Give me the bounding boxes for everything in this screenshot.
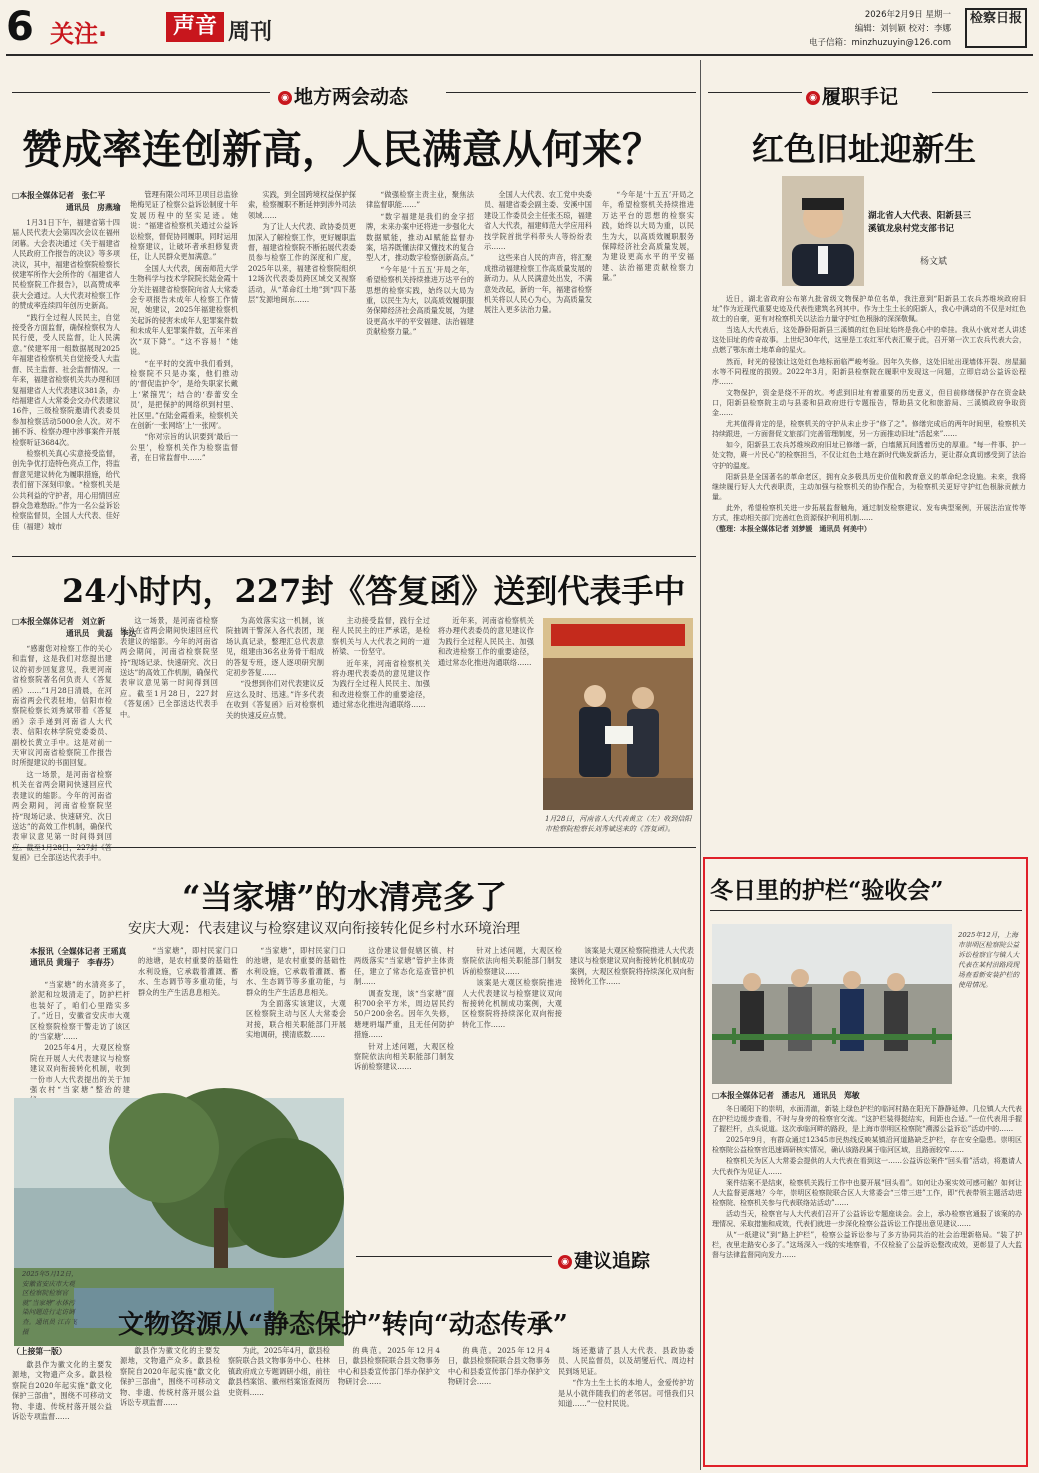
divider — [446, 92, 696, 93]
article5-col5 — [448, 1346, 550, 1466]
paragraph: 1月31日下午，福建省第十四届人民代表大会第四次会议在福州闭幕。大会表决通过《关于福建省人民政府工作报告的决议》等多项决议，其中，福建省检察院检察长侯建军所作大会所作的《福建省人民检察院工作报告》，以高赞成率获大会通过。人大代表对检察工作的赞成率连续四年创历史新高。 — [12, 218, 120, 311]
paragraph: 为此，2025年4月，歙县检察院联合县文物事务中心、柱林镇政府成立专题调研小组，前往歙县档案馆、徽州档案馆查阅历史资料…… — [228, 1346, 330, 1397]
article2-col4 — [332, 616, 430, 840]
section-head-local-sessions — [278, 82, 408, 109]
article1-col1 — [12, 218, 120, 550]
paragraph: “在平时的交流中我们看到，检察院不只是办案，他们推动的‘督促监护令’，是给失职家长戴上‘紧箍咒’；结合的‘春蕾安全员’，是把保护的网络织到村里、社区里。”在陆金霞看来，检察机关在创新‘一张网络’上‘一张网’。 — [130, 358, 238, 430]
article5-col3 — [228, 1346, 330, 1466]
paragraph: “做强检察主责主业，聚焦法律监督职能……” — [366, 190, 474, 210]
article5-col6 — [558, 1346, 694, 1466]
paragraph: 阳新县是全国著名的革命老区，拥有众多极具历史价值和教育意义的革命纪念设施。未来，我将继续履行好人大代表职责，主动加强与检察机关的协作配合，为检察机关更好守护红色根脉贡献力量。 — [712, 472, 1026, 501]
paragraph: 这些来自人民的声音，将汇聚成推动福建检察工作高质量发展的新动力。从人民满意处出发，不满意处改起，新的一年，福建省检察机关将以人民心为心，为高质量发展注入更多法治力量。 — [484, 253, 592, 315]
article1-byline: □本报全媒体记者 张仁平 — [12, 191, 106, 200]
paragraph: “今年是‘十五五’开局之年，希望检察机关持续推进万达平台的思想的检察实践，始终以大局为重，以民生为大，以高质效履职服务保障经济社会高质量发展，为建设更高水平的平安福建、法治福建贡献检察力量。” — [602, 190, 694, 283]
paragraph: 歙县作为徽文化的主要发源地，文物遗产众多。歙县检察院自2020年起实施“歙文化保护三部曲”，围绕不可移动文物、非遗、传统村落开展公益诉讼专项监督…… — [12, 1360, 112, 1422]
paragraph: 主动接受监督，践行全过程人民民主的庄严承诺，是检察机关与人大代表之间的一道桥梁、一份坚守。 — [332, 616, 430, 657]
section-mark-icon: ◉ — [278, 91, 292, 105]
article2-photo-caption: 1月28日，河南省人大代表黄立（左）收到信阳市检察院检察长刘秀斌送来的《答复函》。 — [545, 815, 692, 833]
weekly-label: 周刊 — [228, 20, 273, 45]
paragraph: 全国人大代表，闽南师范大学生物科学与技术学院院长陆金霞十分关注福建省检察院向省人大常委会专项报告未成年人检察工作情况，她建议，2025年福建检察机关起诉的侵害未成年人犯罪案件数和未成年人犯罪案件数，五年来首次“双下降”。“这不容易！”她说。 — [130, 263, 238, 357]
article2-byline: □本报全媒体记者 刘立新 — [12, 617, 106, 626]
paragraph: 冬日暖阳下的崇明，水面清澈，新装上绿色护栏的临河村路在阳光下静静延伸。几位镇人大代表在护栏边缓步查看，不时与身旁的检察官交流。“这护栏装得挺结实，间距也合适。”一位代表用手握了握栏杆，点头说道。这次承临河畔的路段，是上海市崇明区检察院“溯源公益诉讼”活动中的…… — [712, 1105, 1022, 1134]
paragraph: “你对宗旨的认识要到‘最后一公里’，检察机关作为检察监督者，在日常监督中……” — [130, 432, 238, 463]
paragraph: 实践，到全国跨境权益保护探索，检察履职不断延伸到涉外司法领域…… — [248, 190, 356, 220]
paragraph: 近日，湖北省政府公布第九批省级文物保护单位名单，我注意到“阳新县工农兵苏维埃政府旧址”作为近现代重要史迹及代表性建筑名列其中。作为土生土长的阳新人，我心中满动的不仅是对红色故土的自豪，更有对检察机关以法治力量守护红色根脉的深深敬佩。 — [712, 295, 1026, 324]
divider — [708, 92, 802, 93]
page-number: 6 — [6, 4, 34, 50]
article2-headline: 24小时内，227封《答复函》送到代表手中 — [62, 572, 686, 610]
section-head-label: 地方两会动态 — [294, 86, 409, 108]
article4-subhead: 安庆大观：代表建议与检察建议双向衔接转化促乡村水环境治理 — [128, 921, 520, 937]
article4-col6 — [570, 946, 694, 1196]
author-description: 湖北省人大代表、阳新县三溪镇龙泉村党支部书记 — [868, 211, 972, 234]
divider — [710, 910, 1022, 911]
article2-byline-2: 通讯员 黄磊 李达 — [66, 629, 137, 638]
paragraph: 为全面落实该建议，大观区检察院主动与区人大常委会对接，联合相关职能部门开展实地调研，摸清底数…… — [246, 999, 346, 1040]
article4-col1 — [30, 980, 130, 1095]
section-mark-icon: ◉ — [558, 1255, 572, 1269]
divider — [12, 847, 696, 848]
author-name: 杨文斌 — [920, 257, 948, 267]
article4-col2 — [138, 946, 238, 1092]
article5-col2 — [120, 1346, 220, 1466]
date-line: 2026年2月9日 星期一 — [864, 10, 951, 20]
paragraph: “今年是‘十五五’开局之年，希望检察机关持续推进万达平台的思想的检察实践，始终以大局为重，以民生为大，以高质效履职服务保障经济社会高质量发展，为建设更高水平的平安福建、法治福建贡献检察力量。” — [366, 264, 474, 337]
article4-col5 — [462, 946, 562, 1286]
paragraph: 近年来，河南省检察机关将办理代表委员的意见建议作为践行全过程人民民主、加强和改进检察工作的重要途径，通过常态化推进沟通联络…… — [438, 616, 534, 667]
article1-col3 — [248, 190, 356, 550]
divider — [356, 1256, 552, 1257]
column-divider — [700, 60, 701, 1470]
paragraph: “没想到你们对代表建议反应这么及时、迅速。”许多代表在收到《答复函》后对检察机关的快速反应点赞。 — [226, 679, 324, 720]
article6-headline: 冬日里的护栏“验收会” — [710, 877, 944, 904]
paragraph: 全国人大代表、农工党中央委员、福建省委会副主委、安溪中国建设工作委员会主任张丕琼，福建省人大代表，福建师范大学应用科技学院首批学科带头人等纷纷表示…… — [484, 190, 592, 252]
article4-photo-caption: 2025年5月12日，安徽省安庆市大观区检察院检察官就“当家塘”水体污染问题进行走访调查。通讯员 江吉飞摄 — [22, 1270, 78, 1336]
section-head-duty-notes — [806, 82, 898, 109]
paragraph: 尤其值得肯定的是，检察机关的守护从未止步于“修了之”。修缮完成后的两年时间里，检察机关持续跟进，一方面督促文旅部门完善管理制度，另一方面推动旧址“活起来”…… — [712, 420, 1026, 439]
paragraph: 的典范。2025年12月4日，歙县检察院联合县文物事务中心和县委宣传部门举办保护文物研讨会…… — [448, 1346, 550, 1387]
article1-headline: 赞成率连创新高，人民满意从何来？ — [22, 126, 662, 173]
paragraph: 从“一纸建议”到“路上护栏”，检察公益诉讼参与了多方协同共治的社会治理新格局。“装了护栏，夜里走路安心多了。”这场深入一线的实地察看，不仅检验了公益诉讼整改成效，更彰显了人大监督与法律监督同向发力…… — [712, 1231, 1022, 1260]
paragraph: 如今，阳新县工农兵苏维埃政府旧址已修缮一新，白墙黛瓦间透着历史的厚重。“每一件事、护一处文物，赓一片民心”的检察担当，不仅让红色土地在新时代焕发新活力，更让群众真切感受到了法治守护的温度。 — [712, 441, 1026, 470]
paragraph: 当选人大代表后，这处静卧阳新县三溪镇的红色旧址始终是我心中的牵挂。我从小就对老人讲述这处旧址的传奇故事。上世纪30年代，这里是工农红军代表汇聚于此，召开第一次工农兵代表大会，点燃了鄂东南土地革命的星火。 — [712, 326, 1026, 355]
article3-headline: 红色旧址迎新生 — [752, 130, 977, 168]
article3-body — [712, 294, 1026, 842]
paragraph: “当家塘”，即村民家门口的池塘，是农村重要的基础性水利设施，它承载着灌溉、蓄水、生态调节等多重功能，与群众的生产生活息息相关。 — [138, 946, 238, 997]
section-mark-icon: ◉ — [806, 91, 820, 105]
paragraph: 活动当天，检察官与人大代表们召开了公益诉讼专题座谈会。会上，承办检察官通报了该案的办理情况、采取措施和成效，代表们就进一步深化检察公益诉讼工作提出意见建议…… — [712, 1209, 1022, 1229]
portrait-icon — [782, 176, 864, 286]
paragraph: “当家塘”的水清亮多了，淤泥和垃圾清走了，防护栏杆也装好了，咱们心里踏实多了。”近日，安徽省安庆市大观区检察院检察干警走访了该区的‘当家塘’…… — [30, 980, 130, 1042]
paragraph: 的典范。2025年12月4日，歙县检察院联合县文物事务中心和县委宣传部门举办保护文物研讨会…… — [338, 1346, 440, 1387]
article1-col2 — [130, 190, 238, 550]
paragraph: 然而，时光的侵蚀让这处红色地标面临严峻考验。因年久失修，这处旧址出现墙体开裂、房屋漏水等不同程度的损毁。2022年3月，阳新县检察院在履职中发现这一问题，立即启动公益诉讼程序…… — [712, 357, 1026, 386]
article1-col5 — [484, 190, 592, 550]
inspection-photo-icon — [712, 924, 952, 1084]
article2-col1 — [12, 644, 112, 863]
paragraph: 2025年9月，有群众通过12345市民热线反映某镇沿河道路缺乏护栏，存在安全隐患。崇明区检察院公益检察官迅速调研核实情况，确认该路段属于临河区域，且路面较窄…… — [712, 1136, 1022, 1155]
article5-col4 — [338, 1346, 440, 1466]
divider — [12, 92, 270, 93]
paragraph: 2025年4月，大观区检察院在开展人大代表建议与检察建议双向衔接转化机制，收到一份市人大代表提出的关于加强农村“当家塘”整治的建 — [30, 1043, 130, 1095]
paragraph: “数字福建是我们的金字招牌，未来办案中还将进一步强化大数据赋能，推动AI赋能监督办案，培养既懂法律又懂技术的复合型人才，推动数字检察创新高点。” — [366, 211, 474, 263]
divider — [12, 556, 696, 557]
section-head-label: 建议追踪 — [574, 1250, 651, 1272]
paragraph: 这一场景，是河南省检察机关在省两会期间快速回应代表建议的缩影。今年的河南省两会期间，河南省检察院坚持“现场记录、快速研究、次日送达”的高效工作机制，确保代表审议意见第一时间得到回应。截至1月28日，227封《答复函》已全部送达代表手中。 — [120, 616, 218, 719]
paragraph: 近年来，河南省检察机关将办理代表委员的意见建议作为践行全过程人民民主、加强和改进检察工作的重要途径，通过常态化推进沟通联络…… — [332, 658, 430, 710]
paragraph: 此外，希望检察机关进一步拓展监督触角，通过制发检察建议、发布典型案例，开展法治宣传等方式，推动相关部门完善红色资源保护利用机制…… — [712, 503, 1026, 522]
article2-col3 — [226, 616, 324, 840]
paragraph: 该案是大观区检察院推进人大代表建议与检察建议双向衔接转化机制成功案例，大观区检察院将持续深化双向衔接转化工作…… — [570, 946, 694, 987]
paragraph: 为了让人大代表、政协委员更加深入了解检察工作，更好履职监督，福建省检察院不断拓展代表委员参与检察工作的深度和广度，2025年以来，福建省检察院组织12场次代表委员跨区域交叉视察活动，从“革命红土地”到“四下基层”发源地闽东…… — [248, 222, 356, 305]
article1-col6 — [602, 190, 694, 550]
article1-col4 — [366, 190, 474, 550]
paragraph: “作为土生土长的本地人，金爱传护坊是从小就伴随我们的老邻居。可惜我们只知道……”一位村民说。 — [558, 1378, 694, 1409]
article6-photo-caption: 2025年12月，上海市崇明区检察院公益诉讼检察官与镇人大代表在某村沿路段现场查看新安装护栏的使用情况。 — [958, 931, 1020, 989]
article2-col2 — [120, 616, 218, 840]
divider — [932, 92, 1028, 93]
newspaper-seal-logo: 检察日报 — [965, 8, 1027, 48]
paragraph: 针对上述问题，大观区检察院依法向相关职能部门制发诉前检察建议…… — [462, 946, 562, 976]
article4-col3 — [246, 946, 346, 1092]
article4-byline: 本报讯（全媒体记者 王瑶真 通讯员 黄瑞子 李春芬） — [30, 947, 135, 967]
meeting-photo-icon — [543, 618, 693, 810]
article2-col5 — [438, 616, 534, 840]
paragraph: 检察机关为区人大常委会提供的人大代表在看到这一……公益诉讼案件“回头看”活动，将邀请人大代表作为见证人…… — [712, 1157, 1022, 1176]
email-line: 电子信箱：minzhuzuyin@126.com — [809, 38, 951, 48]
paragraph: 场还邀请了县人大代表、县政协委员、人民监督员，以及胡燮后代、周边村民到场见证。 — [558, 1346, 694, 1376]
paragraph: 针对上述问题，大观区检察院依法向相关职能部门制发诉前检察建议…… — [354, 1041, 454, 1072]
section-head-suggestion-tracking — [558, 1246, 650, 1273]
article6-photo — [712, 924, 952, 1084]
credit-line: （整理：本报全媒体记者 刘梦媛 通讯员 何美中） — [712, 524, 871, 534]
article5-col1 — [12, 1360, 112, 1466]
article1-byline-2: 通讯员 房燕瑜 — [66, 203, 121, 212]
paragraph: “当家塘”，即村民家门口的池塘，是农村重要的基础性水利设施，它承载着灌溉、蓄水、生态调节等多重功能，与群众的生产生活息息相关。 — [246, 946, 346, 997]
paragraph: 调查发现，该“当家塘”面积700余平方米，周边居民约50户200余名。因年久失修，塘埂坍塌严重，且无任何防护措施…… — [354, 988, 454, 1040]
editors-line: 编辑：刘钊颖 校对：李娜 — [854, 24, 951, 34]
paragraph: 管理有限公司环卫项目总监徐艳梅见证了检察公益诉讼制度十年发展历程中的坚实足迹。她说：“福建省检察机关通过公益诉讼检察，督促协同履职，同时运用检察建议，让破坏者承担修复责任，让人民群众更加满意。” — [130, 190, 238, 262]
paragraph: “感谢您对检察工作的关心和监督，这是我们对您提出建议的初步回复意见，我更河南省检察院著名何负责人《答复函》……”1月28日清晨，在河南省两会代表驻地，信阳市检察院检察长刘秀斌带着《答复函》亲手递到河南省人大代表、信阳农林学院党委委员、副校长黄立手中。这是对前一天审议河南省检察院工作报告时所提建议的书面回复。 — [12, 644, 112, 768]
article6-byline: □本报全媒体记者 潘志凡 通讯员 郑敏 — [712, 1091, 860, 1100]
paragraph: “践行全过程人民民主，自觉接受各方面监督，确保检察权为人民行使，受人民监督，让人民满意。”侯建军用一组数据展现2025年福建省检察机关自觉接受人大监督、民主监督、社会监督情况。一年来，福建省检察机关共办理和回复福建省人大代表建议381条，办结福建省人大常委会交办代表建议16件，三级检察院邀请代表委员参加检察活动5000余人次。对不捕不诉、检察办理中涉事案件开展检察听证3684次。 — [12, 312, 120, 447]
paragraph: 歙县作为徽文化的主要发源地，文物遗产众多。歙县检察院自2020年起实施“歙文化保护三部曲”，围绕不可移动文物、非遗、传统村落开展公益诉讼专项监督…… — [120, 1346, 220, 1408]
author-portrait — [782, 176, 864, 286]
article6-body — [712, 1104, 1022, 1460]
section-head-label: 履职手记 — [822, 86, 899, 108]
paragraph: 检察机关真心实意接受监督，创先争优打造特色亮点工作，将监督意见建议转化为履职措施，给代表们留下深刻印象。“检察机关是公共利益的守护者，用心用情回应群众急难愁盼。”作为一名公益诉讼检察监督员，全国人大代表、佳好佳（福建）城市 — [12, 448, 120, 531]
paragraph: 文物保护，资金是绕不开的坎。考虑到旧址有着重要的历史意义，但目前修缮保护存在资金缺口，阳新县检察院主动与县委和县政府进行专题报告，帮助县文化和旅游局、三溪镇政府争取资金…… — [712, 388, 1026, 418]
article5-headline: 文物资源从“静态保护”转向“动态传承” — [118, 1310, 568, 1340]
section-name: 关注· — [50, 20, 108, 48]
article4-col4 — [354, 946, 454, 1286]
paragraph: 这份建议督促辖区镇、村两级落实“当家塘”管护主体责任，建立了常态化巡查管护机制…… — [354, 946, 454, 987]
paragraph: 这一场景，是河南省检察机关在省两会期间快速回应代表建议的缩影。今年的河南省两会期间，河南省检察院坚持“现场记录、快速研究、次日送达”的高效工作机制，确保代表审议意见第一时间得到回 复函》已全部送达代表手中。 — [12, 769, 112, 863]
article5-byline: （上接第一版） — [12, 1347, 67, 1356]
article4-headline: “当家塘”的水清亮多了 — [182, 878, 507, 916]
paragraph: 为高效落实这一机制，该院抽调干警深入各代表团，现场认真记录，整理汇总代表意见，组建由36名业务骨干组成的答复专班，逐人逐项研究制定初步答复…… — [226, 616, 324, 678]
article2-photo — [543, 618, 693, 810]
paragraph: 该案是大观区检察院推进人大代表建议与检察建议双向衔接转化机制成功案例，大观区检察院将持续深化双向衔接转化工作…… — [462, 978, 562, 1029]
voice-badge: 声音 — [166, 12, 224, 42]
masthead-rule — [6, 54, 1033, 56]
paragraph: 案件结案不是结束，检察机关践行工作中也要开展“回头看”。如何让办案实效可感可触？如何让人大监督更落地？今年，崇明区检察院联合区人大常委会“三带三进”工作，即“代表带领主题活动进检察院、检察机关参与代表联络站活动”…… — [712, 1178, 1022, 1207]
